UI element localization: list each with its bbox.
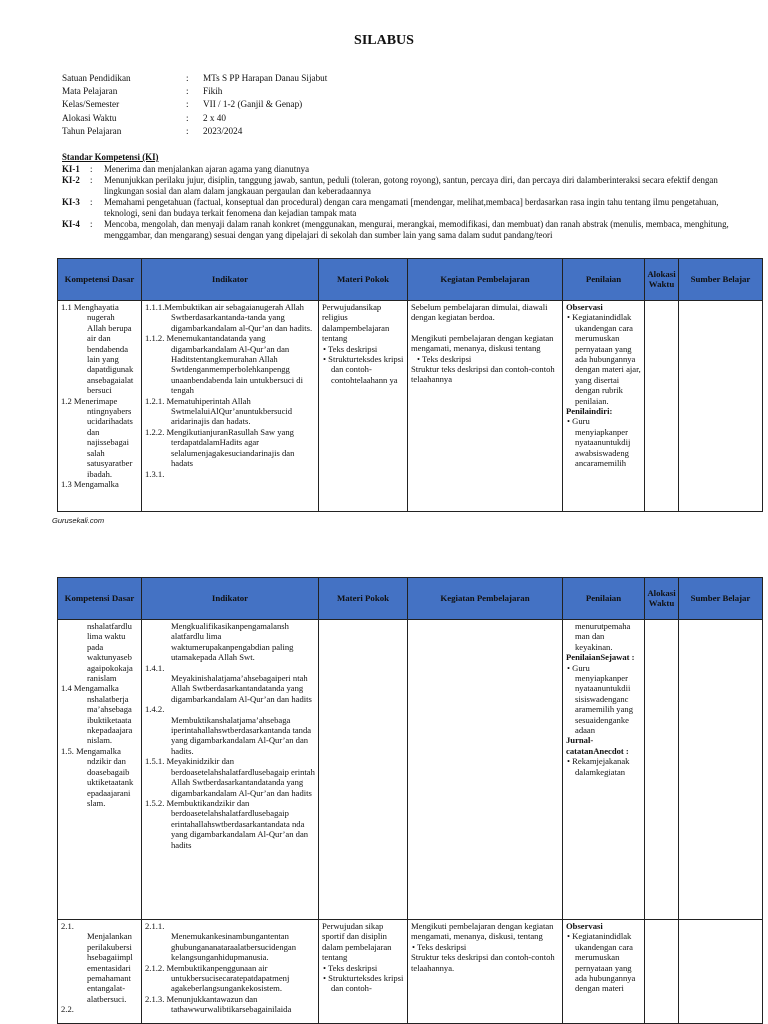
meta-value: 2 x 40 xyxy=(203,112,226,123)
header-indikator: Indikator xyxy=(142,578,319,620)
indicator-item: 1.2.2. MengikutianjuranRasullah Saw yang terdapatdalamHadits agar selalumenjagakesuciandarinajis dan hadats xyxy=(145,426,295,469)
kegiatan-cell xyxy=(408,620,563,920)
penilaian-cell: menurutpemaha man dan keyakinan. PenilaianSejawat : • Guru menyiapkanper nyataanuntukdii sisiswadenganc aramemilih yang sesuaidenganke adaan Jurnal-catatanAnecdot : • Rekamjejakanak dalamkegiatan xyxy=(563,620,645,920)
bullet-item: • Rekamjejakanak dalamkegiatan xyxy=(567,756,630,777)
materi-cell xyxy=(319,620,408,920)
ki-item: KI-2 : Menunjukkan perilaku jujur, disiplin, tanggung jawab, santun, peduli (toleran, gotong royong), santun, percaya diri, dan percaya diri dalamberinteraksi secara efektif dengan lingkungan sosial dan alam dalam jangkauan pergaulan dan keberadaannya xyxy=(62,175,747,197)
indicator-item: 1.1.1.Membuktikan air sebagaianugerah Allah Swtberdasarkantanda-tanda yang digambarkandalam al-Qur’an dan hadits. xyxy=(145,302,313,333)
meta-row: Alokasi Waktu : 2 x 40 xyxy=(62,112,327,125)
indicator-item: 1.1.2. Menemukantandatanda yang digambarkandalam Al-Qur’an dan Haditstentangkemurahan Allah Swtdenganmemperbolehkanpengg unaanbendabenda lain untukbersuci di tengah xyxy=(145,333,303,396)
indikator-cell xyxy=(142,920,319,1024)
indicator-item: 2.1.2. Membuktikanpenggunaan air untukbersucisecaratepatdapatmenj agakeberlangsungankekosistem. xyxy=(145,962,290,994)
bullet-item: • Strukturteksdes kripsi dan contoh- contohtelaahann ya xyxy=(323,354,404,385)
bullet-item: • Guru menyiapkanper nyataanuntukdii sisiswadenganc aramemilih yang sesuaidenganke adaan xyxy=(567,662,633,736)
header-kegiatan-pembelajaran: Kegiatan Pembelajaran xyxy=(408,259,563,301)
core-competency-section xyxy=(62,152,747,241)
ki-item: KI-1 : Menerima dan menjalankan ajaran agama yang dianutnya xyxy=(62,164,747,175)
ki-code: KI-4 xyxy=(62,219,80,229)
identity-block xyxy=(62,72,327,138)
meta-label: Satuan Pendidikan xyxy=(62,73,131,83)
kd-cell: nshalatfardlu lima waktu pada waktunyaseb agaipokokaja ranislam 1.4 Mengamalka nshalatberja ma’ahsebaga ibuktiketaata nkepadaajara nislam. 1.5. Mengamalka ndzikir dan doasebagaib uktiketaatank epadaajarani slam. xyxy=(58,620,142,920)
header-sumber-belajar: Sumber Belajar xyxy=(679,578,763,620)
table-row xyxy=(58,301,763,512)
ki-text: Memahami pengetahuan (factual, konseptual dan procedural) dengan cara mengamati [mendengar, melihat,membaca] berdasarkan rasa ingin tahu tentang ilmu pengetahuan, teknologi, seni dan budaya terkait fenomena dan kejadian tampak mata xyxy=(104,197,719,218)
syllabus-table-page-1 xyxy=(57,258,763,512)
ki-item: KI-4 : Mencoba, mengolah, dan menyaji dalam ranah konkret (menggunakan, mengurai, merangkai, memodifikasi, dan membuat) dan ranah abstrak (menulis, membaca, menghitung, menggambar, dan mengarang) sesuai dengan yang dipelajari di sekolah dan sumber lain yang sama dalam sudut pandang/teori xyxy=(62,219,747,241)
page-title: SILABUS xyxy=(354,33,414,48)
bullet-item: • Kegiatanindidlak ukandengan cara merumuskan pernyataan yang ada hubungannya dengan materi ajar, yang disertai dengan rubrik penilaian. xyxy=(567,312,641,406)
alokasi-cell xyxy=(645,301,679,512)
indikator-cell xyxy=(142,301,319,512)
meta-label: Alokasi Waktu xyxy=(62,112,117,123)
meta-row: Tahun Pelajaran : 2023/2024 xyxy=(62,125,327,138)
bullet-item: • Guru menyiapkanper nyataanuntukdij awabsiswadeng ancaramemilih xyxy=(567,416,631,469)
table-row xyxy=(58,620,763,920)
header-sumber-belajar: Sumber Belajar xyxy=(679,259,763,301)
bullet-item: • Teks deskripsi xyxy=(323,962,378,973)
indicator-item: Meyakinishalatjama’ahsebagaiperi ntah Allah Swtberdasarkantandatanda yang digambarkandalam Al-Qur’an dan hadits xyxy=(171,673,312,704)
bullet-item: • Kegiatanindidlak ukandengan cara merumuskan pernyataan yang ada hubungannya dengan materi xyxy=(567,931,636,994)
indicator-number: 2.1.1. xyxy=(145,921,165,931)
table-row xyxy=(58,920,763,1024)
materi-cell: Perwujudansikap religius dalampembelajaran tentang • Teks deskripsi • Strukturteksdes kripsi dan contoh- contohtelaahann ya xyxy=(319,301,408,512)
meta-row: Mata Pelajaran : Fikih xyxy=(62,85,327,98)
indicator-item: 1.2.1. Mematuhiperintah Allah SwtmelaluiAlQur’anuntukbersucid aridarinajis dan hadats. xyxy=(145,395,293,427)
indicator-item: Membuktikanshalatjama’ahsebaga iperintahallahswtberdasarkantanda tanda yang digambarkandalam Al-Qur’an dan hadits. xyxy=(171,714,312,756)
meta-value: 2023/2024 xyxy=(203,125,243,136)
indicator-item: Menemukankesinambungantentan ghubungananataraalatbersucidengan kelangsunganhidupmanusia. xyxy=(171,931,297,963)
ki-text: Menerima dan menjalankan ajaran agama yang dianutnya xyxy=(104,164,310,174)
ki-code: KI-1 xyxy=(62,164,80,174)
indicator-item: 2.1.3. Menunjukkantawazun dan tathawwurwalibtikarsebagainilaida xyxy=(145,993,292,1015)
kd-cell: 1.1 Menghayatia nugerah Allah berupa air dan bendabenda lain yang dapatdigunak ansebagaialat bersuci 1.2 Menerimape ntingnyabers ucidarihadats dan najissebagai salah satusyaratber ibadah. 1.3 Mengamalka xyxy=(58,301,142,512)
table-header-row xyxy=(58,259,763,301)
meta-label: Tahun Pelajaran xyxy=(62,125,122,136)
bullet-item: • Strukturteksdes kripsi dan contoh- xyxy=(323,973,404,994)
indicator-item: 1.3.1. xyxy=(145,468,165,479)
kegiatan-cell: Mengikuti pembelajaran dengan kegiatan mengamati, menanya, diskusi, tentang • Teks deskripsi Struktur teks deskripsi dan contoh-contoh telaahannya. xyxy=(408,920,563,1024)
indicator-item: 1.5.1. Meyakinidzikir dan berdoasetelahshalatfardlusebagaip erintah Allah Swtberdasarkantandatanda yang digambarkandalam Al-Qur’an dan hadits xyxy=(145,756,315,798)
bullet-item: • Teks deskripsi xyxy=(417,353,472,364)
kegiatan-cell: Sebelum pembelajaran dimulai, diawali dengan kegiatan berdoa. Mengikuti pembelajaran dengan kegiatan mengamati, menanya, diskusi tentang • Teks deskripsi Struktur teks deskripsi dan contoh-contoh telaahannya xyxy=(408,301,563,512)
ki-text: Mencoba, mengolah, dan menyaji dalam ranah konkret (menggunakan, mengurai, merangkai, memodifikasi, dan membuat) dan ranah abstrak (menulis, membaca, menghitung, menggambar, dan mengarang) sesuai dengan yang dipelajari di sekolah dan sumber lain yang sama dalam sudut pandang/teori xyxy=(104,219,729,240)
meta-row: Kelas/Semester : VII / 1-2 (Ganjil & Genap) xyxy=(62,98,327,111)
penilaian-cell: Observasi • Kegiatanindidlak ukandengan cara merumuskan pernyataan yang ada hubungannya dengan materi xyxy=(563,920,645,1024)
ki-code: KI-2 xyxy=(62,175,80,185)
ki-item: KI-3 : Memahami pengetahuan (factual, konseptual dan procedural) dengan cara mengamati [mendengar, melihat,membaca] berdasarkan rasa ingin tahu tentang ilmu pengetahuan, teknologi, seni dan budaya terkait fenomena dan kejadian tampak mata xyxy=(62,197,747,219)
header-penilaian: Penilaian xyxy=(563,259,645,301)
indicator-item: Mengkualifikasikanpengamalansh alatfardlu lima waktumerupakanpengabdian paling utamakepada Allah Swt. xyxy=(171,621,294,663)
section-heading: Standar Kompetensi (KI) xyxy=(62,152,159,162)
header-kompetensi-dasar: Kompetensi Dasar xyxy=(58,259,142,301)
indikator-cell xyxy=(142,620,319,920)
ki-code: KI-3 xyxy=(62,197,80,207)
bullet-item: • Teks deskripsi xyxy=(323,343,378,354)
bullet-item: • Teks deskripsi xyxy=(412,941,467,952)
header-alokasi-waktu: Alokasi Waktu xyxy=(645,259,679,301)
kd-cell: 2.1. Menjalankan perilakubersi hsebagaiimpl ementasidari pemahamant entangalat- alatbersuci. 2.2. xyxy=(58,920,142,1024)
header-alokasi-waktu: Alokasi Waktu xyxy=(645,578,679,620)
syllabus-table-page-2 xyxy=(57,577,763,1024)
indicator-number: 1.4.2. xyxy=(145,704,165,715)
meta-label: Kelas/Semester xyxy=(62,99,120,110)
meta-value: VII / 1-2 (Ganjil & Genap) xyxy=(203,99,303,110)
sumber-cell xyxy=(679,620,763,920)
alokasi-cell xyxy=(645,620,679,920)
meta-label: Mata Pelajaran xyxy=(62,86,118,97)
alokasi-cell xyxy=(645,920,679,1024)
sumber-cell xyxy=(679,920,763,1024)
header-materi-pokok: Materi Pokok xyxy=(319,259,408,301)
table-header-row xyxy=(58,578,763,620)
ki-text: Menunjukkan perilaku jujur, disiplin, tanggung jawab, santun, peduli (toleran, gotong royong), santun, percaya diri, dan percaya diri dalamberinteraksi secara efektif dengan lingkungan sosial dan alam dalam jangkauan pergaulan dan keberadaannya xyxy=(104,175,718,196)
meta-value: Fikih xyxy=(203,86,223,97)
indicator-item: 1.5.2. Membuktikandzikir dan berdoasetelahshalatfardlusebagaip erintahallahswtberdasarkantandata nda yang digambarkandalam Al-Qur’an dan hadits xyxy=(145,797,309,850)
meta-row: Satuan Pendidikan : MTs S PP Harapan Danau Sijabut xyxy=(62,72,327,85)
materi-cell: Perwujudan sikap sportif dan disiplin dalam pembelajaran tentang • Teks deskripsi • Strukturteksdes kripsi dan contoh- xyxy=(319,920,408,1024)
penilaian-cell: Observasi • Kegiatanindidlak ukandengan cara merumuskan pernyataan yang ada hubungannya dengan materi ajar, yang disertai dengan rubrik penilaian. Penilaindiri: • Guru menyiapkanper nyataanuntukdij awabsiswadeng ancaramemilih xyxy=(563,301,645,512)
sumber-cell xyxy=(679,301,763,512)
header-penilaian: Penilaian xyxy=(563,578,645,620)
meta-value: MTs S PP Harapan Danau Sijabut xyxy=(203,73,328,83)
indicator-number: 1.4.1. xyxy=(145,662,165,673)
header-kegiatan-pembelajaran: Kegiatan Pembelajaran xyxy=(408,578,563,620)
header-materi-pokok: Materi Pokok xyxy=(319,578,408,620)
header-kompetensi-dasar: Kompetensi Dasar xyxy=(58,578,142,620)
footer-watermark: Gurusekali.com xyxy=(52,516,105,525)
header-indikator: Indikator xyxy=(142,259,319,301)
